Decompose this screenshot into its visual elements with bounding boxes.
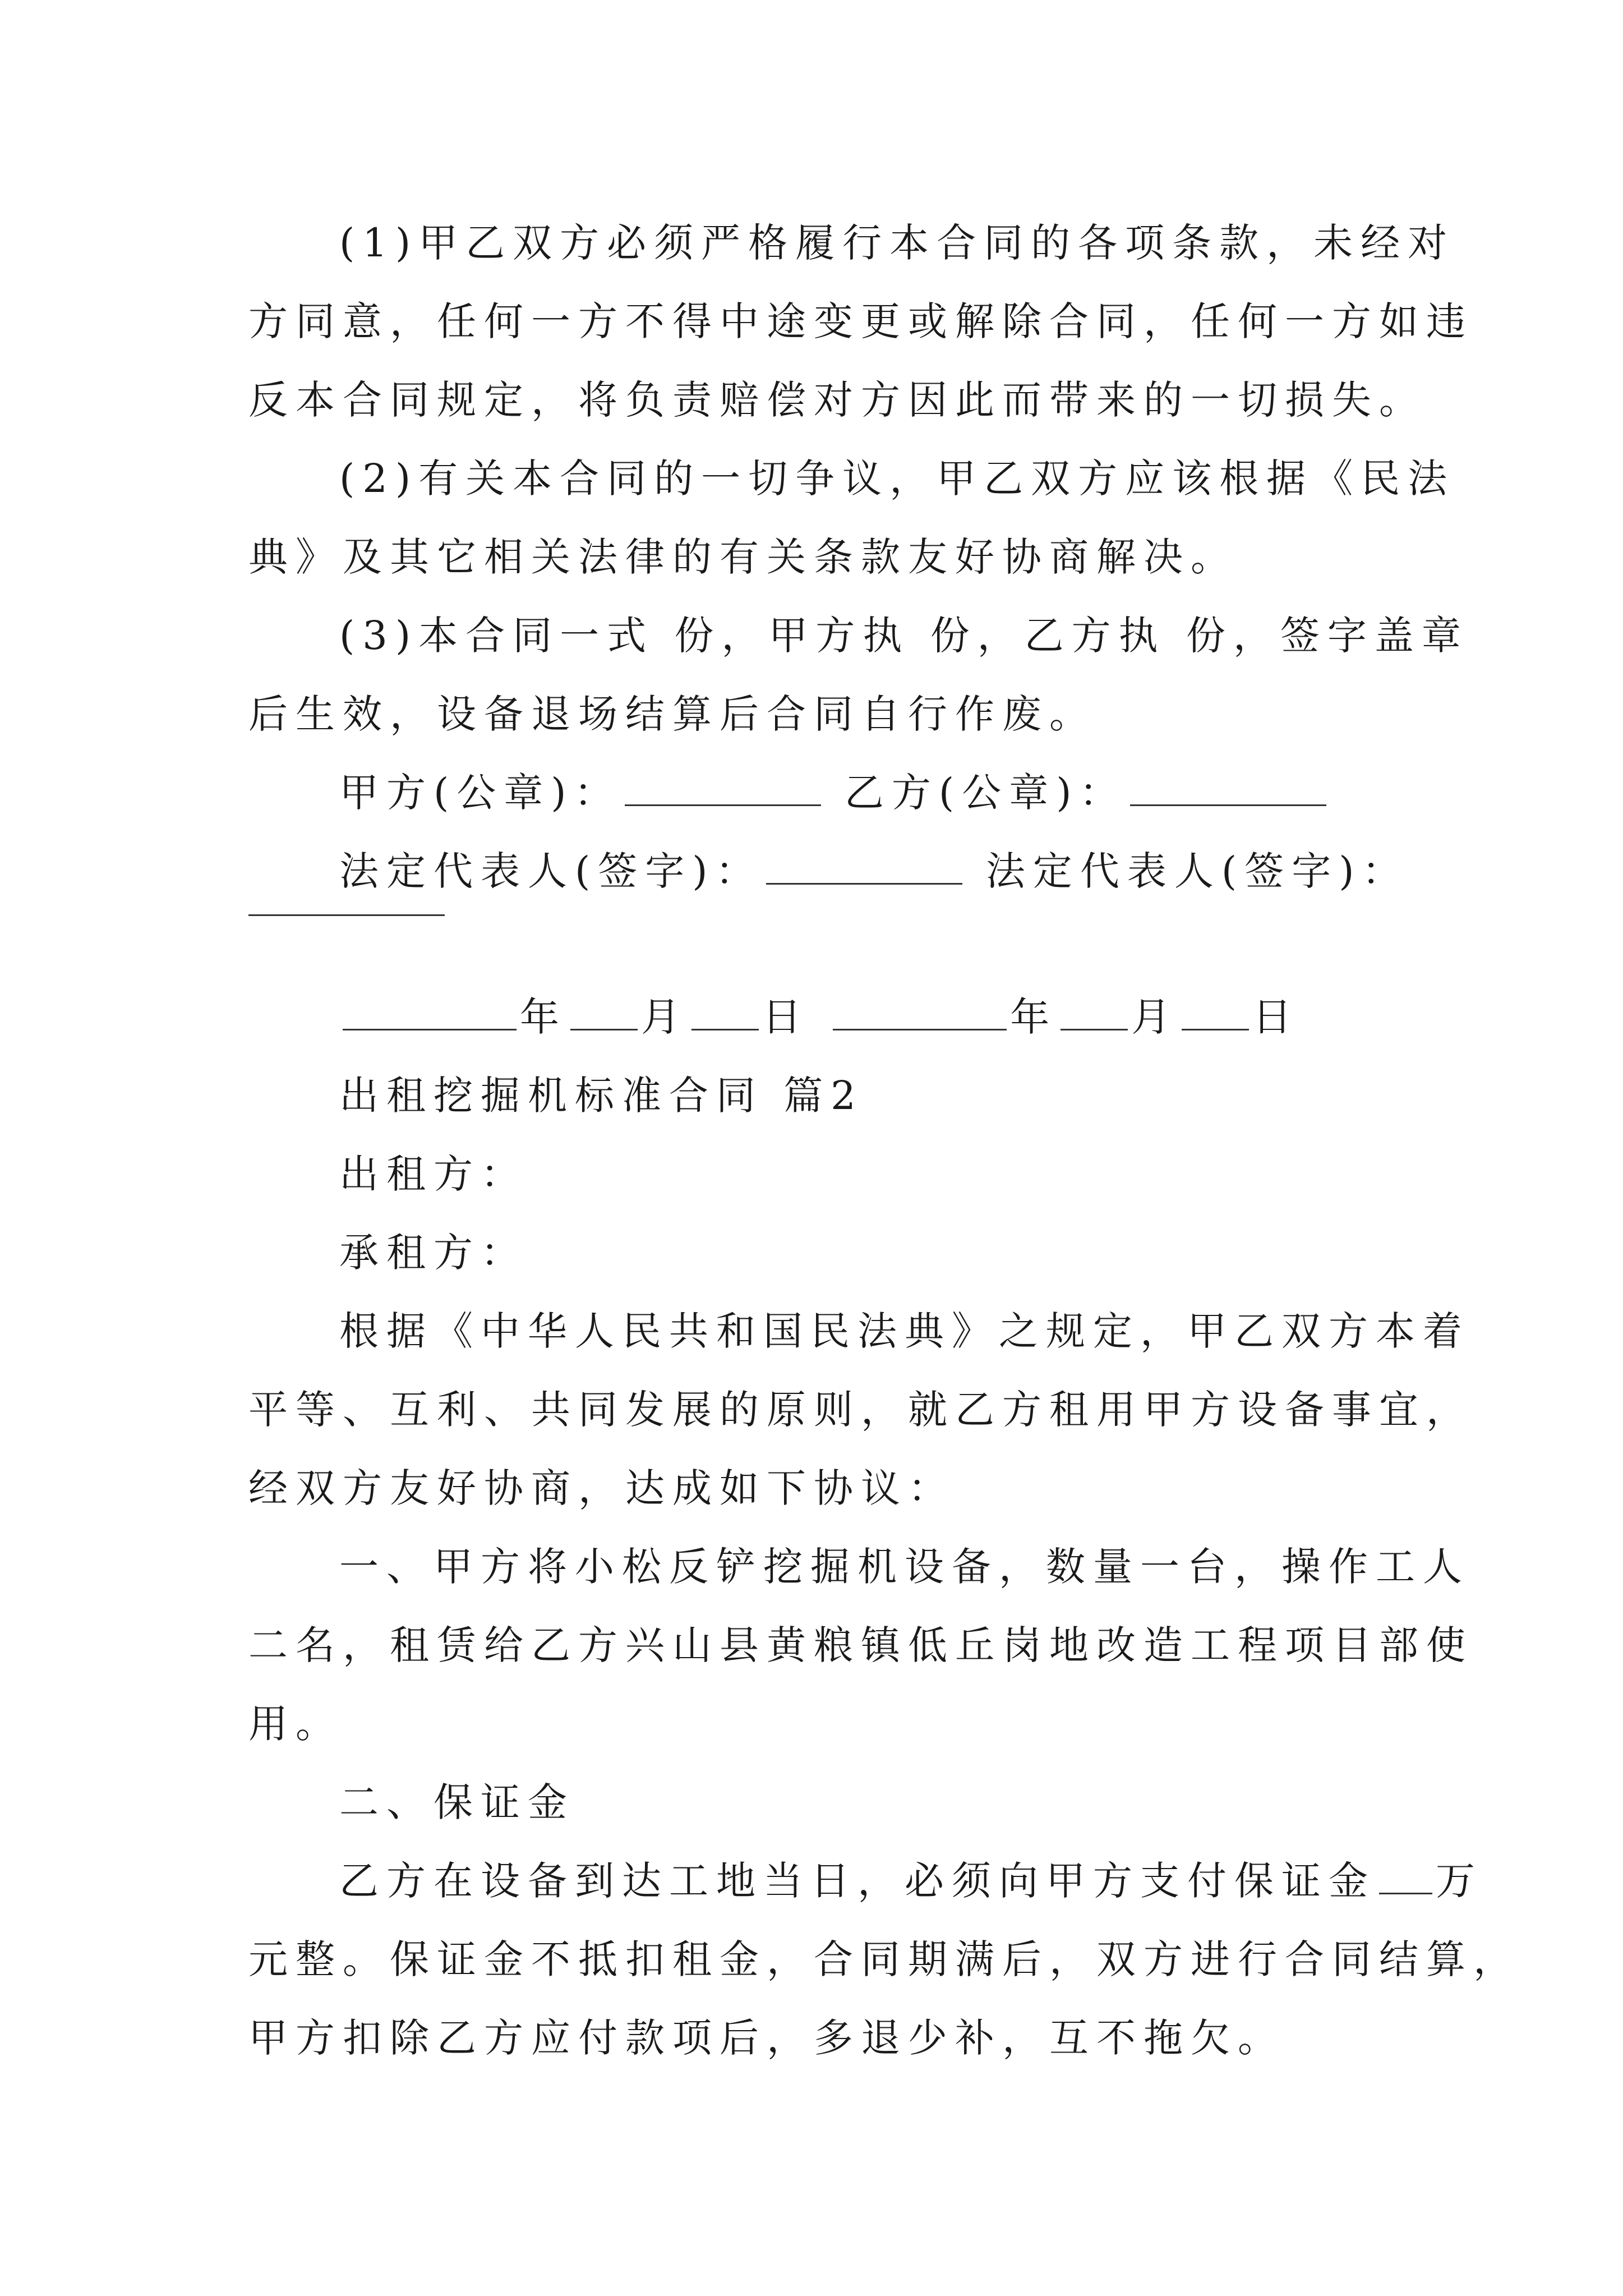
party-b-rep-blank [248, 914, 445, 916]
party-b-month-label: 月 [1131, 994, 1179, 1040]
article-2-heading: 二、保证金 [339, 1779, 575, 1825]
party-b-rep-label: 法定代表人(签字)： [985, 848, 1409, 894]
clause-1-line-1: (1)甲乙双方必须严格履行本合同的各项条款，未经对 [339, 220, 1455, 266]
party-a-rep-blank [766, 848, 962, 885]
preamble-line-2: 平等、互利、共同发展的原则，就乙方租用甲方设备事宜， [248, 1387, 1473, 1433]
lessor-label: 出租方： [339, 1151, 528, 1197]
party-a-day-label: 日 [762, 994, 809, 1040]
party-a-month-label: 月 [641, 994, 688, 1040]
representative-signature-row [339, 846, 1409, 896]
deposit-text: 乙方在设备到达工地当日，必须向甲方支付保证金 [339, 1858, 1376, 1904]
party-a-year-blank [343, 994, 517, 1030]
preamble-line-3: 经双方友好协商，达成如下协议： [248, 1465, 955, 1511]
preamble-line-1: 根据《中华人民共和国民法典》之规定，甲乙双方本着 [339, 1308, 1470, 1354]
article-1-line-3: 用。 [248, 1701, 343, 1747]
contract-2-title: 出租挖掘机标准合同 篇2 [339, 1073, 864, 1119]
party-a-month-blank [570, 994, 638, 1030]
party-b-year-blank [833, 994, 1007, 1030]
clause-3-line-2: 后生效，设备退场结算后合同自行作废。 [248, 691, 1096, 737]
party-b-day-label: 日 [1252, 994, 1300, 1040]
party-b-year-label: 年 [1010, 994, 1058, 1040]
party-b-seal-blank [1130, 770, 1326, 806]
deposit-unit: 万 [1436, 1858, 1483, 1904]
article-1-line-2: 二名，租赁给乙方兴山县黄粮镇低丘岗地改造工程项目部使 [248, 1622, 1473, 1668]
deposit-line-3: 甲方扣除乙方应付款项后，多退少补，互不拖欠。 [248, 2015, 1285, 2061]
party-b-seal-label: 乙方(公章)： [844, 770, 1127, 816]
party-a-rep-label: 法定代表人(签字)： [339, 848, 763, 894]
article-1-line-1: 一、甲方将小松反铲挖掘机设备，数量一台，操作工人 [339, 1544, 1470, 1590]
clause-3-line-1: (3)本合同一式 份，甲方执 份，乙方执 份，签字盖章 [339, 613, 1469, 659]
party-b-month-blank [1061, 994, 1128, 1030]
clause-2-line-2: 典》及其它相关法律的有关条款友好协商解决。 [248, 534, 1238, 580]
seal-signature-row [339, 767, 1330, 818]
party-a-seal-blank [625, 770, 821, 806]
clause-1-line-3: 反本合同规定，将负责赔偿对方因此而带来的一切损失。 [248, 377, 1426, 423]
party-a-seal-label: 甲方(公章)： [339, 770, 621, 816]
party-a-year-label: 年 [520, 994, 567, 1040]
party-b-day-blank [1182, 994, 1249, 1030]
date-row [339, 992, 1299, 1042]
deposit-line-1 [339, 1856, 1483, 1906]
deposit-amount-blank [1379, 1858, 1432, 1894]
party-a-day-blank [691, 994, 759, 1030]
deposit-line-2: 元整。保证金不抵扣租金，合同期满后，双方进行合同结算， [248, 1936, 1520, 1982]
lessee-label: 承租方： [339, 1230, 528, 1276]
clause-1-line-2: 方同意，任何一方不得中途变更或解除合同，任何一方如违 [248, 298, 1473, 344]
clause-2-line-1: (2)有关本合同的一切争议，甲乙双方应该根据《民法 [339, 455, 1455, 501]
